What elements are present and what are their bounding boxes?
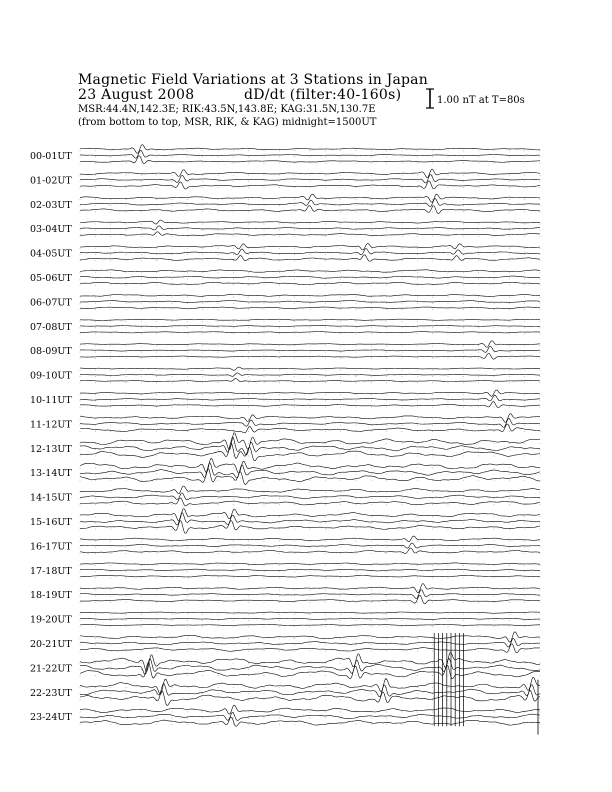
hour-row <box>80 194 540 213</box>
trace-rik <box>80 684 540 697</box>
hour-label: 01-02UT <box>30 175 72 187</box>
trace-kag <box>80 145 540 154</box>
hour-row <box>80 677 540 705</box>
trace-kag <box>80 563 540 565</box>
trace-msr <box>80 690 540 705</box>
trace-msr <box>80 307 540 309</box>
date-label: 23 August 2008 <box>78 87 195 103</box>
trace-order-note: (from bottom to top, MSR, RIK, & KAG) midnight=1500UT <box>78 117 377 128</box>
hour-labels <box>30 151 72 723</box>
trace-rik <box>80 325 540 326</box>
hour-label: 17-18UT <box>30 565 72 577</box>
trace-msr <box>80 468 540 484</box>
trace-kag <box>80 612 540 613</box>
hour-row <box>80 509 540 534</box>
hour-row <box>80 220 540 237</box>
trace-rik <box>80 590 540 599</box>
hour-label: 11-12UT <box>30 419 72 431</box>
trace-kag <box>80 390 540 396</box>
trace-kag <box>80 653 540 672</box>
hour-row <box>80 653 540 679</box>
trace-kag <box>80 705 540 714</box>
scale-bar <box>426 89 434 108</box>
hour-label: 09-10UT <box>30 370 72 382</box>
trace-rik <box>80 300 540 302</box>
trace-msr <box>80 663 540 679</box>
trace-kag <box>80 632 540 642</box>
trace-rik <box>80 418 540 427</box>
trace-msr <box>80 443 540 461</box>
hour-label: 07-08UT <box>30 321 72 333</box>
trace-msr <box>80 282 540 284</box>
station-coordinates: MSR:44.4N,142.3E; RIK:43.5N,143.8E; KAG:31.5N,130.7E <box>78 104 376 115</box>
trace-rik <box>80 249 540 255</box>
hour-label: 22-23UT <box>30 687 72 699</box>
hour-label: 04-05UT <box>30 248 72 260</box>
hour-row <box>80 367 540 383</box>
trace-area <box>80 145 540 727</box>
trace-kag <box>80 458 540 473</box>
trace-msr <box>80 624 540 625</box>
trace-kag <box>80 270 540 272</box>
trace-kag <box>80 243 540 249</box>
hour-row <box>80 458 540 484</box>
trace-kag <box>80 414 540 423</box>
chart-title: Magnetic Field Variations at 3 Stations in Japan <box>78 72 428 88</box>
hour-label: 00-01UT <box>30 151 72 162</box>
trace-rik <box>80 226 540 230</box>
hour-label: 06-07UT <box>30 297 72 309</box>
hour-label: 23-24UT <box>30 712 72 724</box>
hour-label: 05-06UT <box>30 273 72 284</box>
trace-msr <box>80 548 540 553</box>
hour-label: 20-21UT <box>30 639 72 650</box>
scale-bar-label: 1.00 nT at T=80s <box>437 95 525 106</box>
hour-label: 08-09UT <box>30 346 72 358</box>
hour-label: 14-15UT <box>30 492 72 504</box>
hour-row <box>80 584 540 604</box>
hour-label: 15-16UT <box>30 517 72 528</box>
trace-kag <box>80 294 540 296</box>
hour-label: 03-04UT <box>30 224 72 236</box>
hour-label: 10-11UT <box>30 395 72 406</box>
hour-label: 18-19UT <box>30 590 72 602</box>
hour-label: 16-17UT <box>30 541 72 553</box>
hour-row <box>80 294 540 310</box>
trace-rik <box>80 618 540 619</box>
trace-kag <box>80 367 540 370</box>
hour-label: 13-14UT <box>30 468 72 480</box>
hour-row <box>80 414 540 433</box>
trace-kag <box>80 169 540 178</box>
trace-msr <box>80 575 540 577</box>
trace-rik <box>80 276 540 278</box>
hour-row <box>80 563 540 579</box>
trace-rik <box>80 346 540 352</box>
hour-label: 19-20UT <box>30 614 72 626</box>
hour-label: 02-03UT <box>30 199 72 211</box>
hour-row <box>80 612 540 627</box>
hour-row <box>80 632 540 653</box>
trace-rik <box>80 569 540 571</box>
trace-msr <box>80 232 540 236</box>
saturated-bursts <box>434 633 538 735</box>
trace-kag <box>80 319 540 320</box>
trace-rik <box>80 395 540 401</box>
hour-row <box>80 705 540 726</box>
hour-label: 12-13UT <box>30 443 72 455</box>
trace-msr <box>80 331 540 332</box>
hour-row <box>80 433 540 461</box>
hour-row <box>80 390 540 408</box>
trace-rik <box>80 437 540 455</box>
hour-row <box>80 145 540 164</box>
trace-rik <box>80 373 540 376</box>
trace-kag <box>80 584 540 593</box>
trace-rik <box>80 638 540 647</box>
hour-row <box>80 341 540 359</box>
hour-row <box>80 319 540 334</box>
hour-row <box>80 169 540 189</box>
hour-row <box>80 270 540 286</box>
trace-msr <box>80 379 540 382</box>
quantity-label: dD/dt (filter:40-160s) <box>244 87 402 103</box>
trace-rik <box>80 713 540 721</box>
hour-row <box>80 486 540 506</box>
hour-label: 21-22UT <box>30 663 72 675</box>
hour-row <box>80 536 540 554</box>
hour-row <box>80 243 540 261</box>
